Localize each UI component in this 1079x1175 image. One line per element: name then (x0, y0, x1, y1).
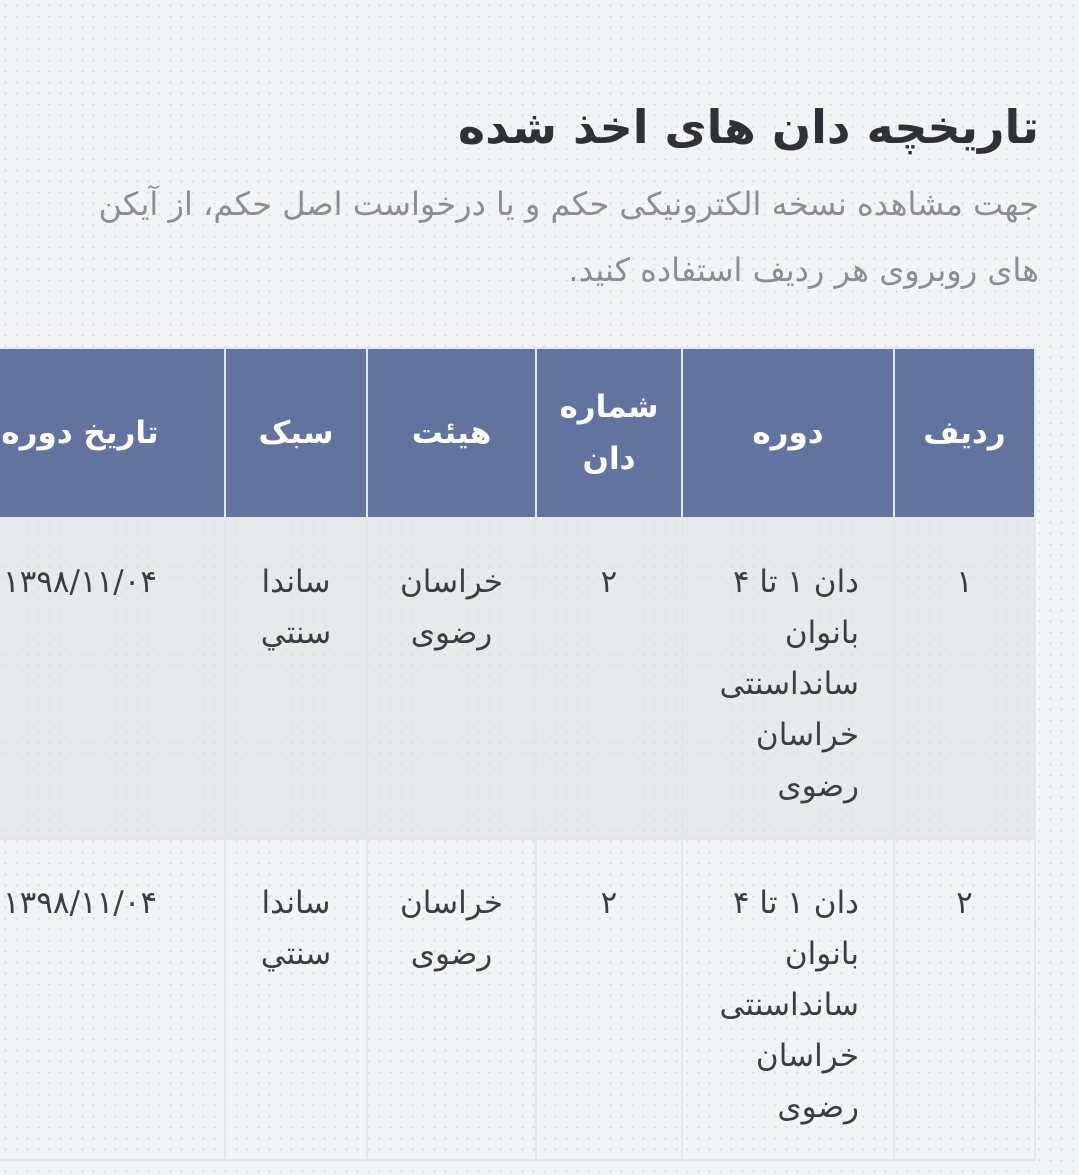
dan-history-table (0, 347, 1036, 1161)
page-header (39, 95, 1039, 303)
cell-style: ساندا سنتي (225, 839, 367, 1160)
cell-dan-number: ۲ (536, 518, 682, 839)
page-title: تاریخچه دان های اخذ شده (458, 100, 1039, 154)
column-header-style: سبک (225, 348, 367, 518)
table-header-row (0, 348, 1035, 518)
cell-board: خراسان رضوی (367, 518, 536, 839)
cell-course: دان ۱ تا ۴ بانوان سانداسنتی خراسان رضوی (682, 518, 894, 839)
column-header-dan-number: شماره دان (536, 348, 682, 518)
cell-row-number: ۲ (894, 839, 1035, 1160)
cell-course-date: ۱۳۹۸/۱۱/۰۴ (0, 839, 225, 1160)
table-row (0, 839, 1035, 1160)
column-header-board: هیئت (367, 348, 536, 518)
cell-board: خراسان رضوی (367, 839, 536, 1160)
page-description: جهت مشاهده نسخه الکترونیکی حکم و یا درخواست اصل حکم، از آیکن های روبروی هر ردیف استفاده کنید. (98, 185, 1039, 289)
cell-style: ساندا سنتي (225, 518, 367, 839)
cell-row-number: ۱ (894, 518, 1035, 839)
cell-course: دان ۱ تا ۴ بانوان سانداسنتی خراسان رضوی (682, 839, 894, 1160)
column-header-course-date: تاریخ دوره (0, 348, 225, 518)
table-row (0, 518, 1035, 839)
cell-dan-number: ۲ (536, 839, 682, 1160)
column-header-course: دوره (682, 348, 894, 518)
column-header-row-number: ردیف (894, 348, 1035, 518)
cell-course-date: ۱۳۹۸/۱۱/۰۴ (0, 518, 225, 839)
dan-history-table-wrapper[interactable] (0, 347, 1036, 1161)
